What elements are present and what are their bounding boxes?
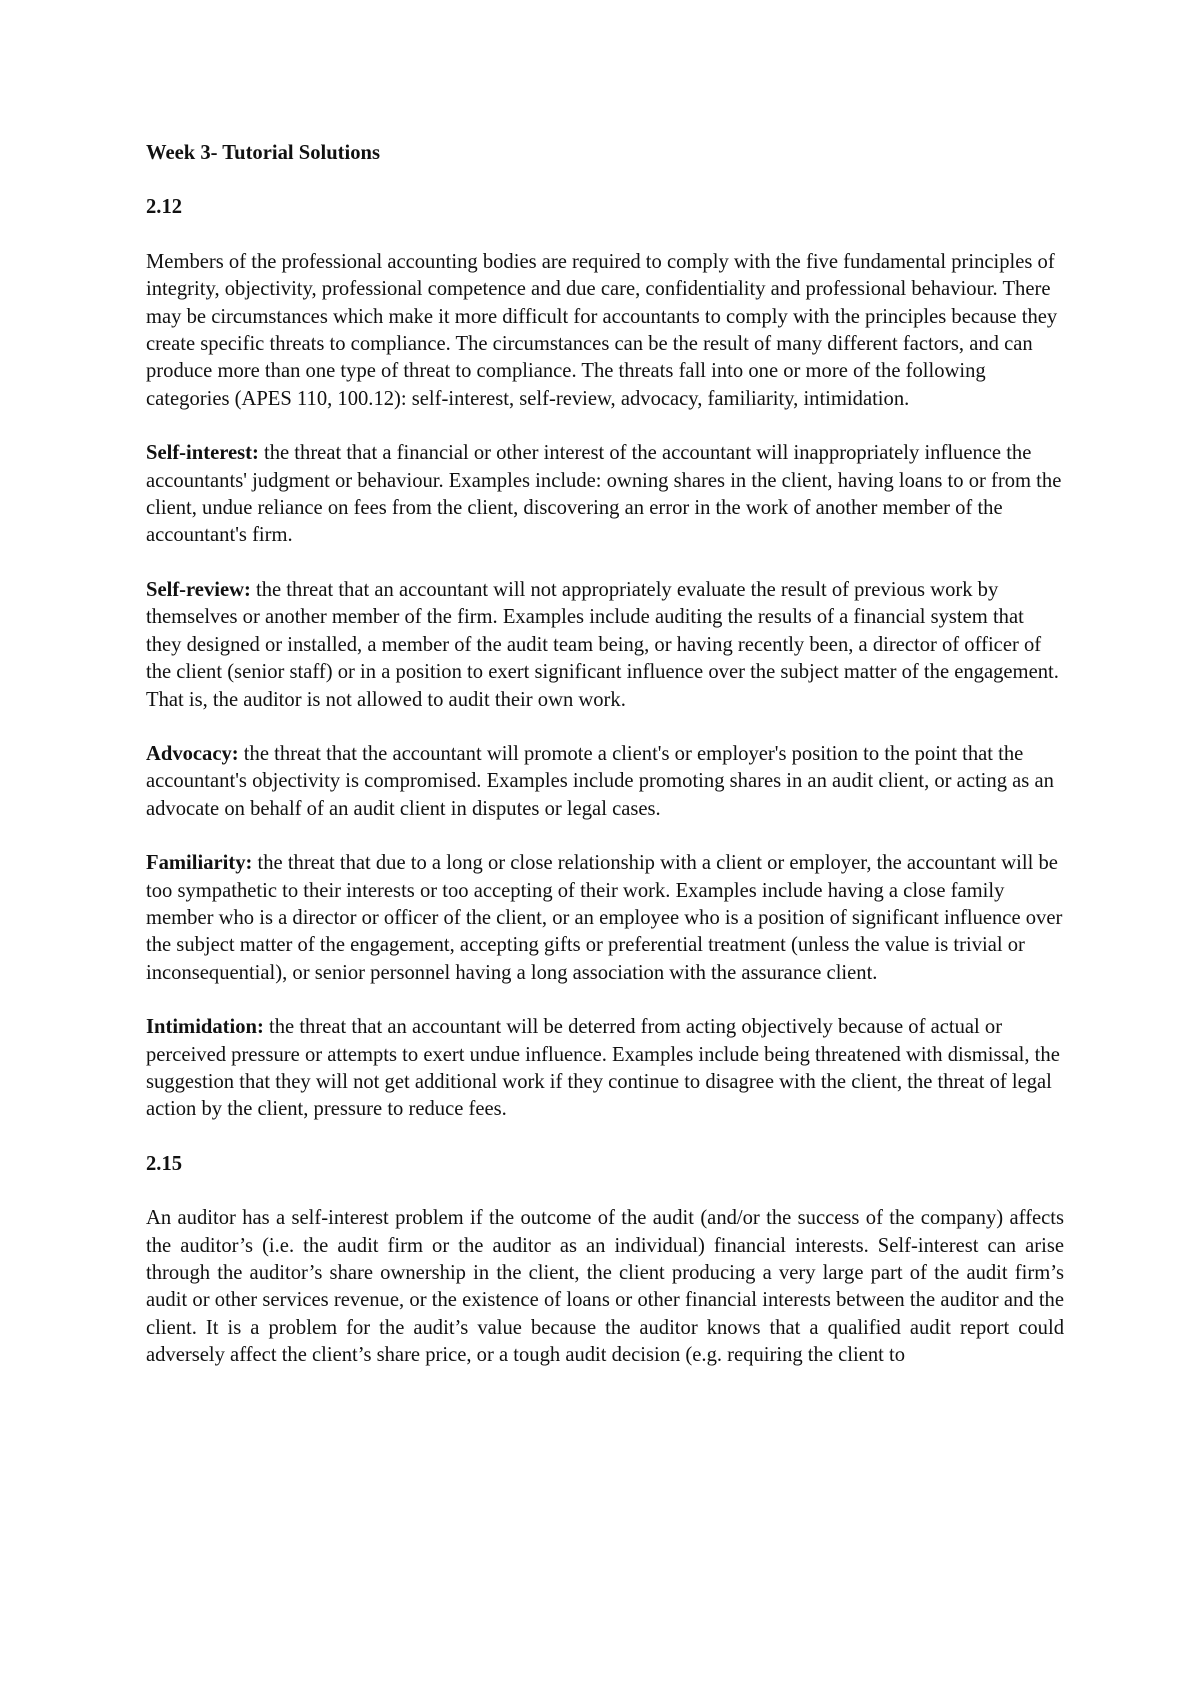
- threat-description: the threat that the accountant will promote a client's or employer's position to the point that the accountant's objectivity is compromised. Examples include promoting shares in an audit client, or acting as an advocate on behalf of an audit client in disputes or legal cases.: [146, 742, 1054, 820]
- threat-term: Familiarity:: [146, 852, 253, 875]
- threat-intimidation: [146, 1014, 1064, 1124]
- threat-term: Intimidation:: [146, 1016, 264, 1039]
- intro-paragraph: Members of the professional accounting bodies are required to comply with the five fundamental principles of integrity, objectivity, professional competence and due care, confidentiality and professional behaviour. There may be circumstances which make it more difficult for accountants to comply with the principles because they create specific threats to compliance. The circumstances can be the result of many different factors, and can produce more than one type of threat to compliance. The threats fall into one or more of the following categories (APES 110, 100.12): self-interest, self-review, advocacy, familiarity, intimidation.: [146, 250, 1058, 410]
- threat-term: Advocacy:: [146, 742, 239, 765]
- threat-description: the threat that due to a long or close relationship with a client or employer, the accountant will be too sympathetic to their interests or too accepting of their work. Examples include having a close family member who is a director or officer of the client, or an employee who is a position of significant influence over the subject matter of the engagement, accepting gifts or preferential treatment (unless the value is trivial or inconsequential), or senior personnel having a long association with the assurance client.: [146, 852, 1063, 984]
- threat-self-review: [146, 577, 1064, 714]
- document-title: Week 3- Tutorial Solutions: [146, 142, 381, 164]
- question-number-2-15: 2.15: [146, 1152, 183, 1175]
- threat-term: Self-interest:: [146, 442, 259, 465]
- threat-term: Self-review:: [146, 578, 251, 601]
- threat-advocacy: [146, 741, 1064, 823]
- threat-description: the threat that an accountant will not appropriately evaluate the result of previous work by themselves or another member of the firm. Examples include auditing the results of a financial system that they designed or installed, a member of the audit team being, or having recently been, a director of officer of the client (senior staff) or in a position to exert significant influence over the subject matter of the engagement. That is, the auditor is not allowed to audit their own work.: [146, 578, 1059, 711]
- threat-description: the threat that an accountant will be deterred from acting objectively because of actual or perceived pressure or attempts to exert undue influence. Examples include being threatened with dismissal, the suggestion that they will not get additional work if they continue to disagree with the client, the threat of legal action by the client, pressure to reduce fees.: [146, 1016, 1060, 1121]
- threat-self-interest: [146, 440, 1064, 550]
- threat-familiarity: [146, 850, 1064, 987]
- question-number-2-12: 2.12: [146, 196, 183, 219]
- answer-paragraph-2-15: An auditor has a self-interest problem if the outcome of the audit (and/or the success of the company) affects the auditor’s (i.e. the audit firm or the auditor as an individual) financial interests. Self-interest can arise through the auditor’s share ownership in the client, the client producing a very large part of the audit firm’s audit or other services revenue, or the existence of loans or other financial interests between the auditor and the client. It is a problem for the audit’s value because the auditor knows that a qualified audit report could adversely affect the client’s share price, or a tough audit decision (e.g. requiring the client to: [146, 1207, 1064, 1367]
- document-page: [146, 140, 1064, 1397]
- threat-description: the threat that a financial or other interest of the accountant will inappropriately influence the accountants' judgment or behaviour. Examples include: owning shares in the client, having loans to or from the client, undue reliance on fees from the client, discovering an error in the work of another member of the accountant's firm.: [146, 442, 1062, 547]
